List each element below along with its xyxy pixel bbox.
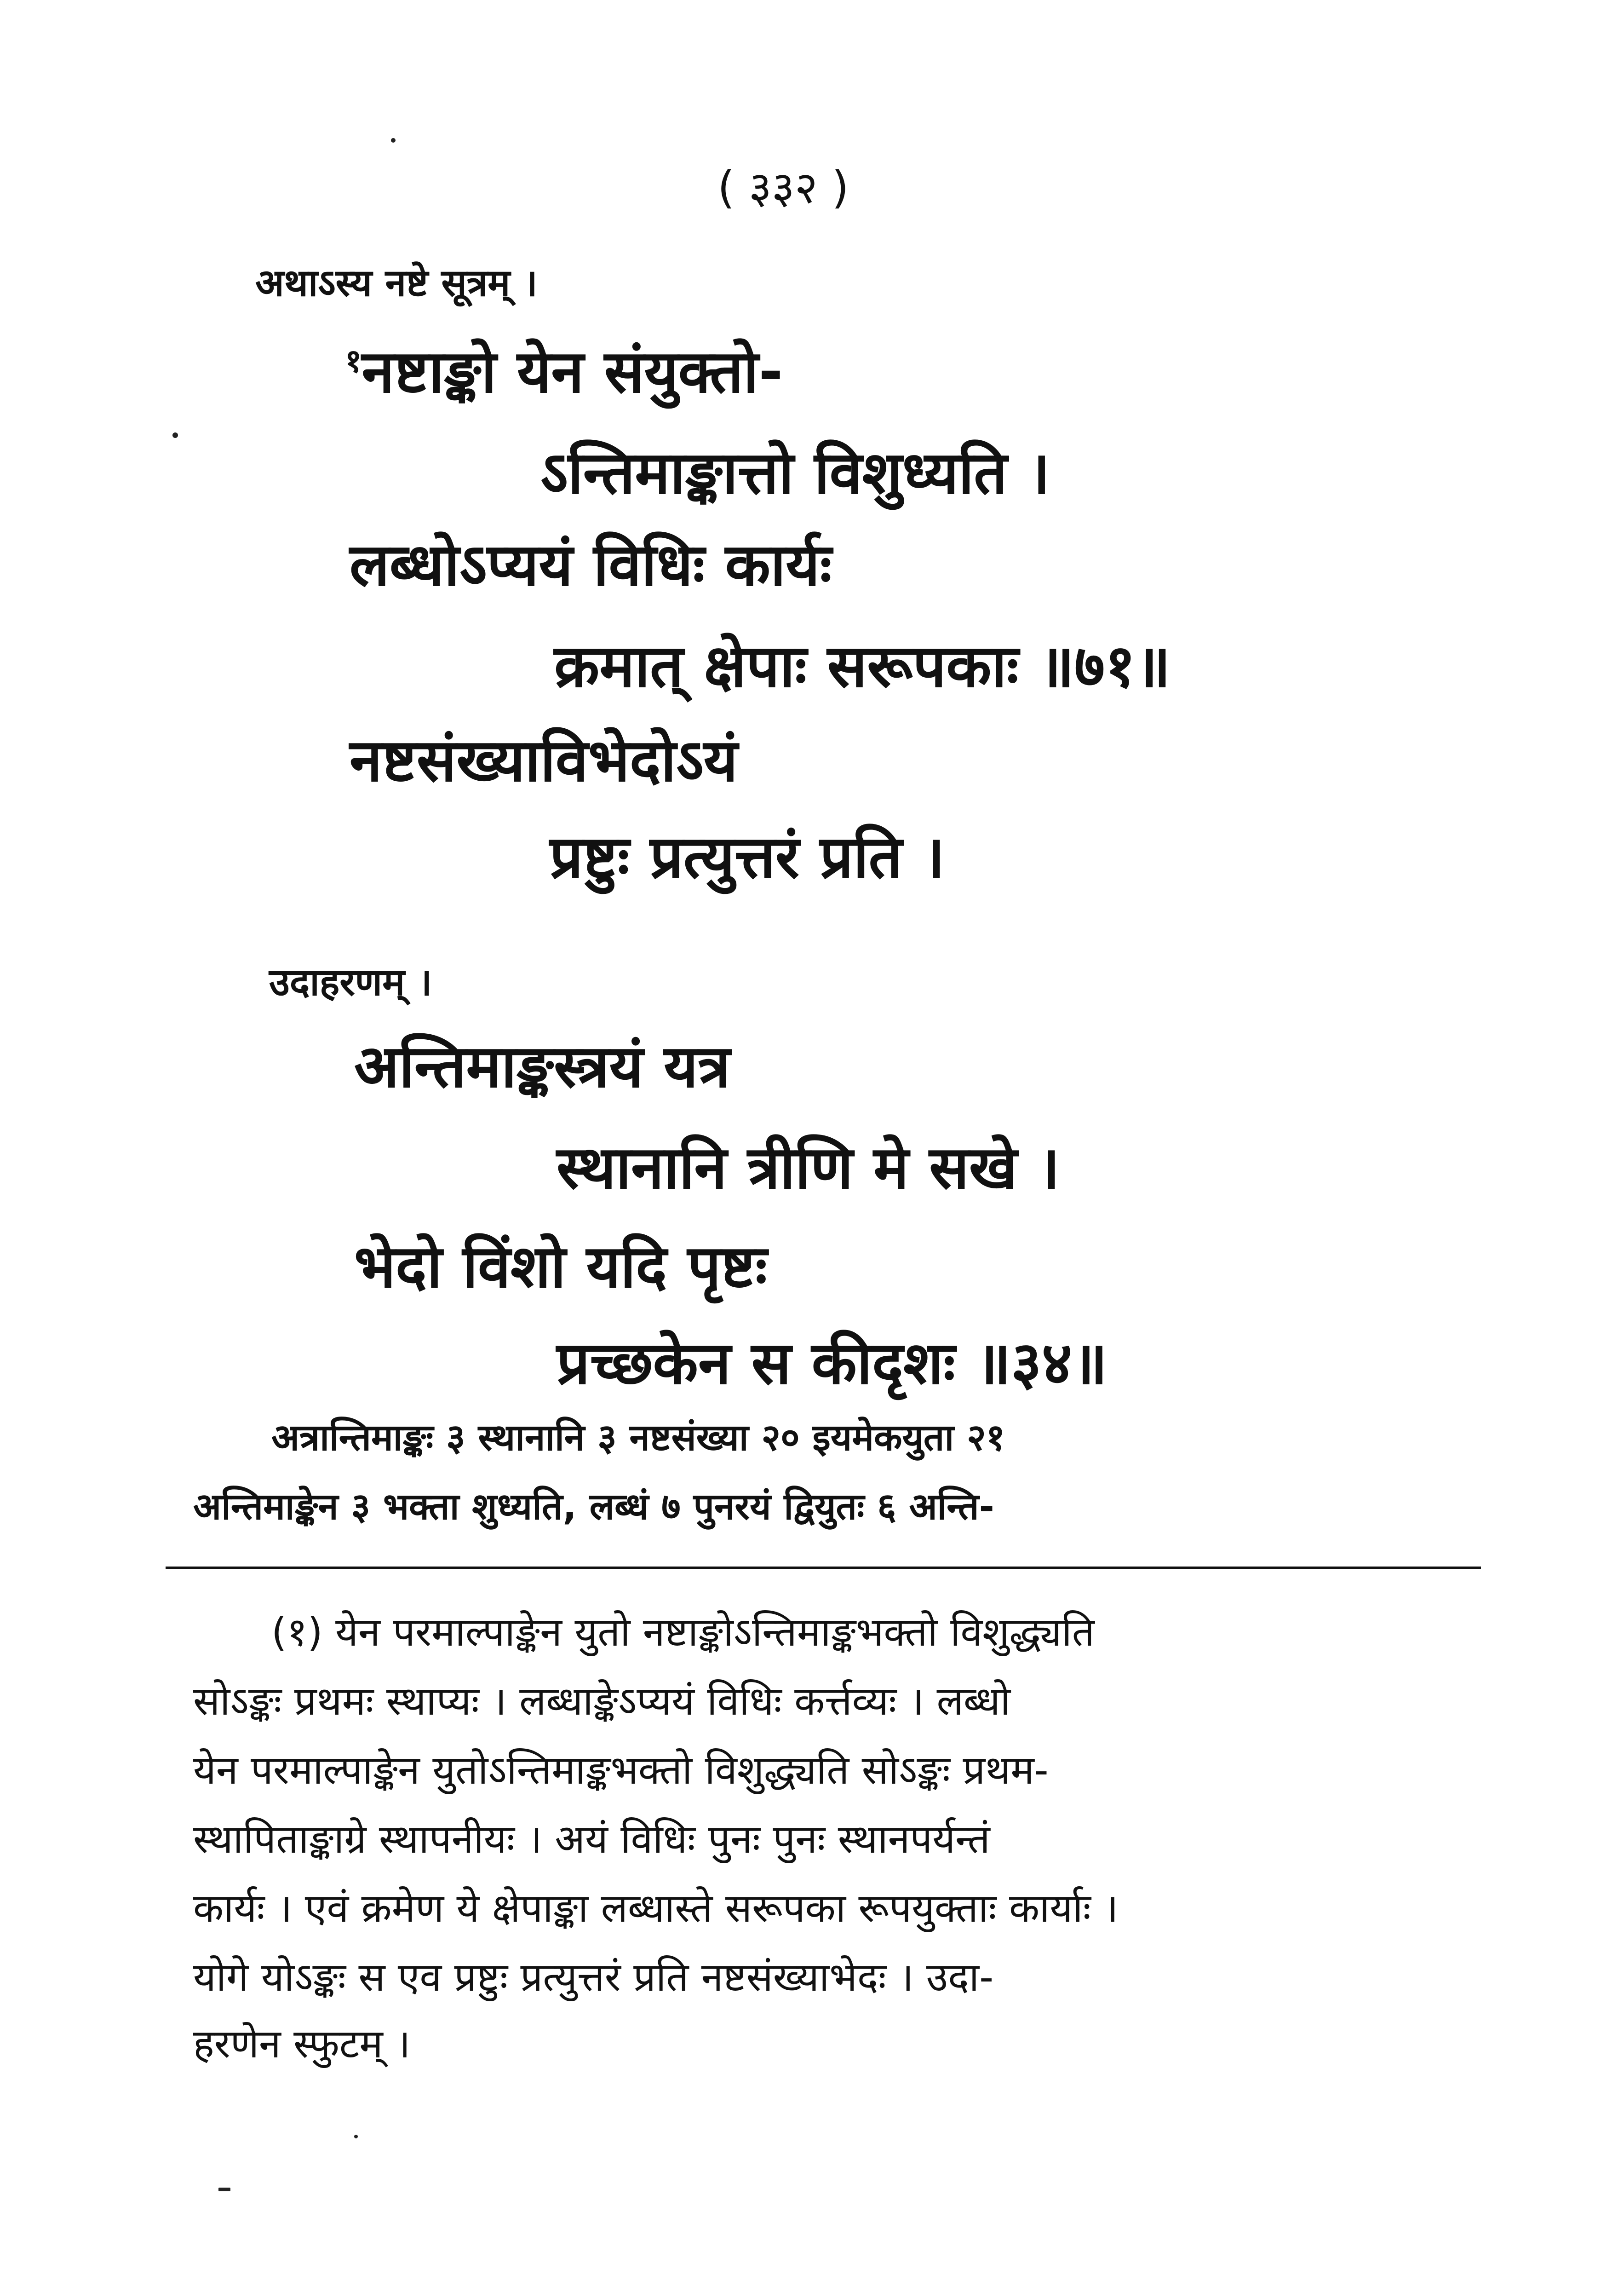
verse-line: नष्टसंख्याविभेदोऽयं xyxy=(350,726,738,795)
verse-line-text: नष्टाङ्को येन संयुक्तो- xyxy=(362,338,783,406)
footnote-marker: १ xyxy=(345,342,362,380)
scan-speck xyxy=(354,2135,358,2138)
verse-line: भेदो विंशो यदि पृष्टः xyxy=(354,1233,767,1301)
verse-line xyxy=(345,338,783,406)
scan-speck xyxy=(172,432,178,438)
verse-line: स्थानानि त्रीणि मे सखे । xyxy=(557,1134,1060,1202)
verse-line: क्रमात् क्षेपाः सरूपकाः ॥७१॥ xyxy=(554,632,1171,701)
footnote-line: येन परमाल्पाङ्केन युतोऽन्तिमाङ्कभक्तो विशुद्ध्यति सोऽङ्कः प्रथम- xyxy=(193,1747,1049,1793)
sutra-heading: अथाऽस्य नष्टे सूत्रम् । xyxy=(255,261,538,305)
verse-line: लब्धोऽप्ययं विधिः कार्यः xyxy=(350,531,832,599)
scan-speck xyxy=(218,2188,230,2191)
verse-line: ऽन्तिमाङ्कात्तो विशुध्यति । xyxy=(540,439,1050,507)
verse-line: प्रष्टुः प्रत्युत्तरं प्रति । xyxy=(550,823,945,892)
footnote-line: सोऽङ्कः प्रथमः स्थाप्यः । लब्धाङ्केऽप्ययं विधिः कर्त्तव्यः । लब्धो xyxy=(193,1678,1011,1724)
page-number: ( ३३२ ) xyxy=(717,162,849,213)
prose-line: अत्रान्तिमाङ्कः ३ स्थानानि ३ नष्टसंख्या २० इयमेकयुता २१ xyxy=(271,1416,1005,1459)
footnote-line: कार्यः । एवं क्रमेण ये क्षेपाङ्का लब्धास्ते सरूपका रूपयुक्ताः कार्याः । xyxy=(193,1885,1119,1931)
footnote-divider xyxy=(166,1567,1481,1569)
prose-line: अन्तिमाङ्केन ३ भक्ता शुध्यति, लब्धं ७ पुनरयं द्वियुतः ६ अन्ति- xyxy=(193,1485,994,1528)
footnote-line: स्थापिताङ्काग्रे स्थापनीयः । अयं विधिः पुनः पुनः स्थानपर्यन्तं xyxy=(193,1816,990,1862)
verse-line: अन्तिमाङ्कस्त्रयं यत्र xyxy=(354,1032,731,1101)
footnote-line: हरणेन स्फुटम् । xyxy=(193,2021,411,2067)
footnote-line: योगे योऽङ्कः स एव प्रष्टुः प्रत्युत्तरं प्रति नष्टसंख्याभेदः । उदा- xyxy=(193,1954,994,2000)
footnote-line: (१) येन परमाल्पाङ्केन युतो नष्टाङ्कोऽन्तिमाङ्कभक्तो विशुद्ध्यति xyxy=(271,1609,1095,1655)
example-heading: उदाहरणम् । xyxy=(269,961,432,1004)
scan-speck xyxy=(391,138,396,143)
verse-line: प्रच्छकेन स कीदृशः ॥३४॥ xyxy=(557,1329,1108,1398)
